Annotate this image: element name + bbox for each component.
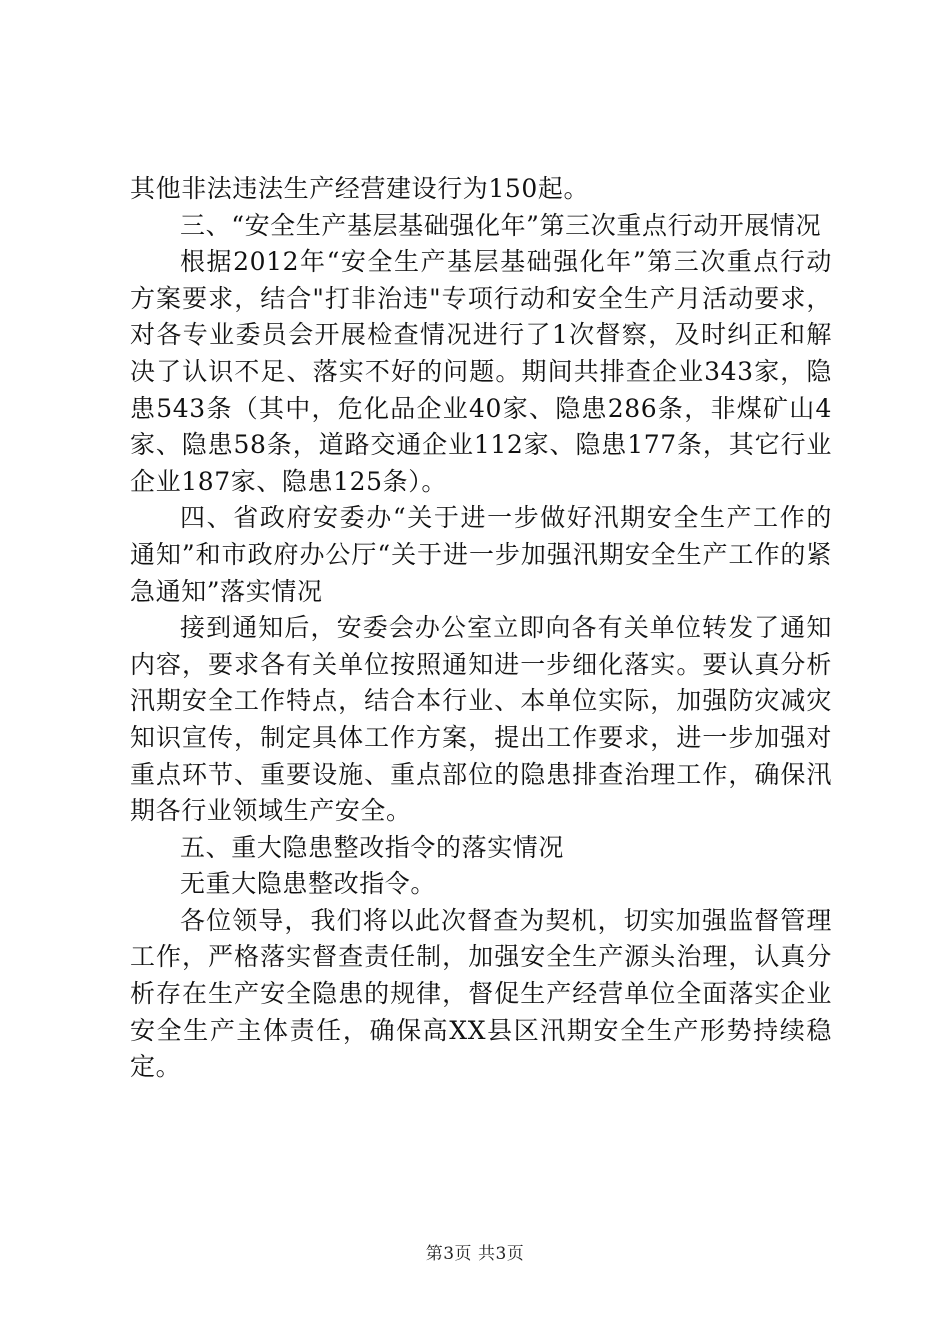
document-body bbox=[130, 171, 832, 1086]
paragraph-closing: 各位领导，我们将以此次督查为契机，切实加强监督管理工作，严格落实督查责任制，加强安全生产源头治理，认真分析存在生产安全隐患的规律，督促生产经营单位全面落实企业安全生产主体责任，确保高XX县区汛期安全生产形势持续稳定。 bbox=[130, 905, 832, 1082]
paragraph-continuation: 其他非法违法生产经营建设行为150起。 bbox=[130, 174, 590, 203]
section-heading-4: 四、省政府安委办“关于进一步做好汛期安全生产工作的通知”和市政府办公厅“关于进一步加强汛期安全生产工作的紧急通知”落实情况 bbox=[130, 503, 832, 606]
paragraph-section-3-body: 根据2012年“安全生产基层基础强化年”第三次重点行动方案要求，结合"打非治违"专项行动和安全生产月活动要求，对各专业委员会开展检查情况进行了1次督察，及时纠正和解决了认识不足、落实不好的问题。期间共排查企业343家，隐患543条（其中，危化品企业40家、隐患286条，非煤矿山4家、隐患58条，道路交通企业112家、隐患177条，其它行业企业187家、隐患125条）。 bbox=[130, 247, 832, 496]
paragraph-section-5-body: 无重大隐患整改指令。 bbox=[180, 869, 437, 899]
section-heading-3: 三、“安全生产基层基础强化年”第三次重点行动开展情况 bbox=[180, 210, 822, 240]
paragraph-section-4-body: 接到通知后，安委会办公室立即向各有关单位转发了通知内容，要求各有关单位按照通知进一步细化落实。要认真分析汛期安全工作特点，结合本行业、本单位实际，加强防灾减灾知识宣传，制定具体工作方案，提出工作要求，进一步加强对重点环节、重要设施、重点部位的隐患排查治理工作，确保汛期各行业领域生产安全。 bbox=[130, 613, 832, 826]
page-number-footer: 第3页 共3页 bbox=[425, 1244, 525, 1264]
section-heading-5: 五、重大隐患整改指令的落实情况 bbox=[180, 832, 565, 862]
